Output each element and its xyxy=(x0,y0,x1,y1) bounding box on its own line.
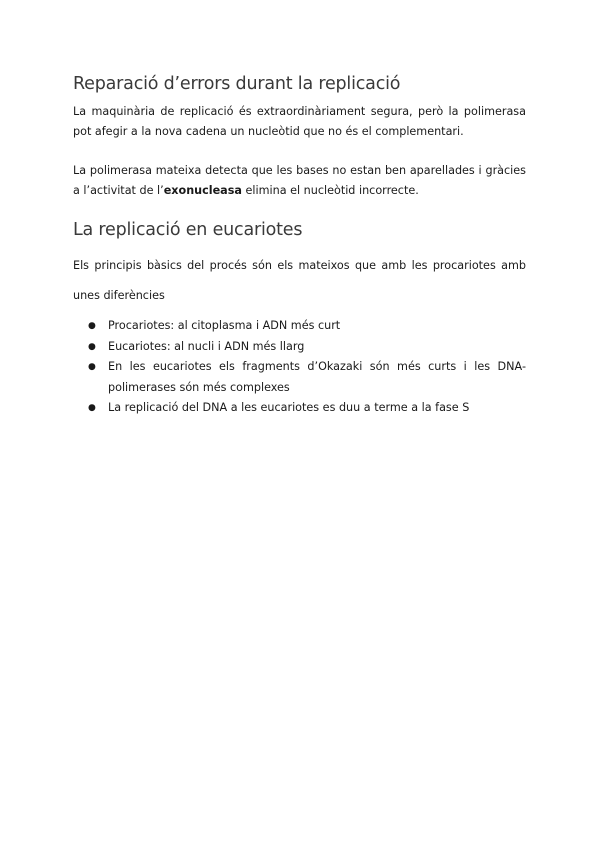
page-content xyxy=(73,72,526,419)
paragraph-intro-differences: Els principis bàsics del procés són els mateixos que amb les procariotes amb unes diferències xyxy=(73,259,526,302)
list-item-text: En les eucariotes els fragments d’Okazaki són més curts i les DNA-polimerases són més complexes xyxy=(108,360,526,394)
list-item xyxy=(73,337,526,358)
section-heading-eukaryotes: La replicació en eucariotes xyxy=(73,220,303,240)
list-item xyxy=(73,398,526,419)
paragraph-exonuclease xyxy=(73,161,526,201)
list-item-text: Eucariotes: al nucli i ADN més llarg xyxy=(108,339,305,353)
bullet-icon: ● xyxy=(88,403,96,413)
list-item xyxy=(73,357,526,398)
bold-term-exonucleasa: exonucleasa xyxy=(163,184,242,197)
list-item-text: Procariotes: al citoplasma i ADN més curt xyxy=(108,319,341,332)
paragraph-replication-safety: La maquinària de replicació és extraordinàriament segura, però la polimerasa pot afegir a la nova cadena un nucleòtid que no és el complementari. xyxy=(73,105,526,138)
list-item xyxy=(73,316,526,337)
bullet-icon: ● xyxy=(88,341,96,352)
paragraph-text-end: elimina el nucleòtid incorrecte. xyxy=(241,184,419,197)
paragraph-text-start: La polimerasa mateixa detecta que les bases no estan ben aparellades i gràcies a l’activitat de l’ xyxy=(73,164,526,197)
differences-list xyxy=(73,316,526,419)
bullet-icon: ● xyxy=(88,362,96,372)
bullet-icon: ● xyxy=(88,321,96,331)
list-item-text: La replicació del DNA a les eucariotes es duu a terme a la fase S xyxy=(108,401,470,414)
section-heading-error-repair: Reparació d’errors durant la replicació xyxy=(73,74,401,94)
